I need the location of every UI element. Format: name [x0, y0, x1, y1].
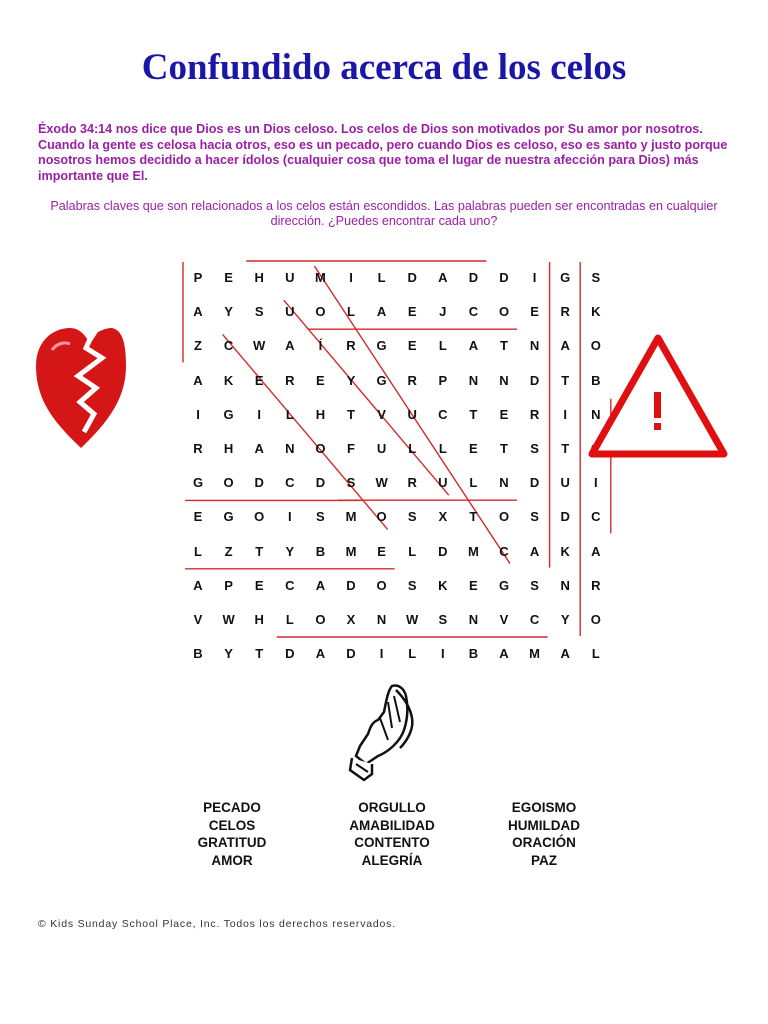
- grid-letter: T: [500, 441, 508, 456]
- grid-letter: I: [287, 509, 292, 525]
- grid-letter: Y: [560, 612, 570, 627]
- grid-letter: D: [468, 270, 479, 285]
- grid-letter: T: [500, 338, 508, 354]
- grid-letter: O: [376, 577, 387, 593]
- grid-letter: S: [254, 304, 264, 320]
- grid-letter: U: [285, 270, 295, 285]
- grid-letter: W: [222, 612, 235, 627]
- grid-letter: O: [315, 612, 326, 627]
- grid-letter: P: [438, 372, 448, 388]
- grid-letter: U: [438, 475, 448, 491]
- grid-letter: Í: [318, 338, 323, 354]
- grid-letter: S: [438, 612, 448, 627]
- word-item: PECADO: [203, 800, 261, 815]
- grid-letter: O: [254, 509, 265, 525]
- grid-letter: E: [224, 270, 233, 285]
- grid-letter: O: [223, 475, 234, 491]
- grid-letter: L: [285, 406, 294, 422]
- grid-letter: T: [255, 543, 264, 559]
- grid-letter: X: [438, 509, 448, 525]
- grid-letter: I: [257, 406, 261, 422]
- word-item: HUMILDAD: [508, 817, 580, 833]
- grid-letter: N: [529, 338, 540, 354]
- grid-letter: S: [530, 509, 539, 525]
- grid-letter: I: [196, 406, 200, 422]
- grid-letter: W: [253, 338, 266, 354]
- grid-letter: V: [193, 612, 203, 627]
- grid-letter: R: [529, 406, 540, 422]
- grid-letter: G: [560, 270, 571, 285]
- grid-letter: A: [193, 577, 203, 593]
- grid-letter: C: [499, 543, 509, 559]
- grid-letter: U: [560, 475, 570, 491]
- grid-letter: C: [529, 612, 540, 627]
- grid-letter: G: [223, 406, 234, 422]
- grid-letter: A: [376, 304, 387, 320]
- grid-letter: E: [254, 372, 264, 388]
- grid-letter: A: [468, 338, 479, 354]
- grid-letter: H: [315, 406, 326, 422]
- word-list-column-3: [484, 799, 604, 869]
- grid-letter: G: [223, 509, 234, 525]
- word-list-column-2: [332, 799, 452, 869]
- grid-letter: L: [408, 441, 417, 456]
- grid-letter: L: [285, 612, 294, 627]
- grid-letter: A: [285, 338, 295, 354]
- grid-letter: L: [347, 304, 355, 320]
- grid-letter: Y: [285, 543, 295, 559]
- grid-letter: D: [407, 270, 417, 285]
- grid-letter: F: [347, 441, 355, 456]
- grid-letter: M: [345, 543, 357, 559]
- grid-letter: A: [591, 543, 601, 559]
- grid-letter: L: [408, 646, 417, 662]
- word-item: CONTENTO: [354, 835, 430, 850]
- grid-letter: A: [193, 372, 203, 388]
- grid-letter: D: [254, 475, 264, 491]
- grid-letter: C: [591, 509, 601, 525]
- grid-letter: D: [285, 646, 295, 662]
- grid-letter: O: [590, 338, 601, 354]
- grid-letter: N: [285, 441, 295, 456]
- grid-letter: T: [469, 509, 478, 525]
- grid-letter: K: [560, 543, 570, 559]
- grid-letter: A: [560, 338, 570, 354]
- grid-letter: D: [315, 475, 326, 491]
- grid-letter: N: [376, 612, 387, 627]
- grid-letter: T: [561, 372, 570, 388]
- grid-letter: Z: [224, 543, 233, 559]
- grid-letter: L: [408, 543, 417, 559]
- broken-heart-icon: [36, 328, 126, 450]
- grid-letter: W: [375, 475, 388, 491]
- grid-letter: G: [192, 475, 204, 491]
- grid-letter: L: [591, 646, 600, 662]
- grid-letter: K: [591, 304, 601, 320]
- grid-letter: Y: [346, 372, 356, 388]
- grid-letter: D: [499, 270, 509, 285]
- grid-letter: U: [376, 441, 387, 456]
- grid-letter: O: [590, 612, 601, 627]
- grid-letter: M: [467, 543, 479, 559]
- grid-letter: N: [468, 612, 479, 627]
- grid-letter: D: [438, 543, 448, 559]
- grid-letter: E: [254, 577, 264, 593]
- grid-letter: G: [498, 577, 510, 593]
- grid-letter: I: [593, 475, 598, 491]
- grid-letter: C: [438, 406, 448, 422]
- grid-letter: U: [285, 304, 295, 320]
- grid-letter: B: [591, 372, 601, 388]
- grid-letter: R: [407, 475, 417, 491]
- grid-letter: O: [315, 304, 326, 320]
- grid-letter: R: [193, 441, 203, 456]
- grid-letter: E: [407, 304, 417, 320]
- grid-letter: R: [560, 304, 570, 320]
- grid-letter: S: [591, 270, 601, 285]
- word-item: ALEGRÍA: [361, 852, 423, 868]
- grid-letter: S: [530, 441, 539, 456]
- grid-letter: L: [438, 441, 447, 456]
- grid-letter: K: [438, 577, 448, 593]
- grid-letter: C: [285, 475, 295, 491]
- grid-letter: I: [532, 270, 537, 285]
- grid-letter: T: [347, 406, 355, 422]
- grid-letter: Y: [224, 304, 233, 320]
- grid-letter: A: [529, 543, 540, 559]
- grid-letter: C: [223, 338, 234, 354]
- grid-letter: R: [285, 372, 295, 388]
- grid-letter: V: [377, 406, 386, 422]
- grid-letter: M: [529, 646, 541, 662]
- grid-letter: S: [407, 577, 417, 593]
- grid-letter: A: [315, 577, 326, 593]
- grid-letter: N: [468, 372, 479, 388]
- grid-letter: Z: [194, 338, 202, 354]
- word-item: PAZ: [531, 852, 557, 868]
- grid-letter: C: [285, 577, 295, 593]
- intro-paragraph: Éxodo 34:14 nos dice que Dios es un Dios celoso. Los celos de Dios son motivados por Su amor por nosotros. Cuando la gente es celosa hacia otros, eso es un pecado, pero cuando Dios es celoso, eso es santo y justo porque nosotros hemos decidido a hacer ídolos (cualquier cosa que toma el lugar de nuestra afección para Dios) más importante que El.: [38, 122, 728, 183]
- praying-hands-icon: [348, 682, 420, 788]
- word-item: AMOR: [211, 852, 253, 868]
- word-item: CELOS: [208, 817, 256, 833]
- word-item: AMABILIDAD: [349, 817, 435, 833]
- grid-letter: D: [529, 372, 540, 388]
- grid-letter: B: [315, 543, 326, 559]
- grid-letter: A: [193, 304, 203, 320]
- grid-letter: O: [498, 304, 510, 320]
- grid-letter: W: [406, 612, 419, 627]
- grid-letter: N: [591, 406, 601, 422]
- grid-letter: A: [560, 646, 570, 662]
- grid-letter: N: [499, 372, 509, 388]
- grid-letter: E: [469, 577, 478, 593]
- grid-letter: B: [193, 646, 203, 662]
- grid-letter: I: [379, 646, 384, 662]
- grid-letter: M: [314, 270, 326, 285]
- grid-letter: U: [407, 406, 417, 422]
- grid-letter: E: [530, 304, 539, 320]
- grid-letter: R: [346, 338, 356, 354]
- grid-letter: S: [530, 577, 539, 593]
- grid-letter: R: [591, 577, 601, 593]
- grid-letter: L: [377, 270, 386, 285]
- copyright-notice: © Kids Sunday School Place, Inc. Todos los derechos reservados.: [38, 918, 396, 930]
- grid-letter: I: [440, 646, 445, 662]
- grid-letter: L: [194, 543, 202, 559]
- grid-letter: M: [345, 509, 357, 525]
- grid-letter: O: [498, 509, 510, 525]
- grid-letter: T: [255, 646, 264, 662]
- grid-letter: B: [468, 646, 479, 662]
- grid-letter: H: [254, 612, 264, 627]
- grid-letter: N: [560, 577, 570, 593]
- grid-letter: E: [193, 509, 203, 525]
- grid-letter: K: [223, 372, 234, 388]
- grid-letter: G: [376, 338, 387, 354]
- grid-letter: A: [499, 646, 509, 662]
- grid-letter: E: [499, 406, 509, 422]
- grid-letter: N: [499, 475, 509, 491]
- grid-letter: L: [438, 338, 447, 354]
- grid-letter: E: [377, 543, 386, 559]
- grid-letter: T: [469, 406, 478, 422]
- grid-letter: D: [529, 475, 540, 491]
- word-item: ORGULLO: [358, 800, 426, 815]
- grid-letter: Y: [224, 646, 233, 662]
- warning-triangle-icon: [588, 330, 730, 458]
- grid-letter: E: [407, 338, 417, 354]
- grid-letter: S: [407, 509, 417, 525]
- grid-letter: I: [563, 406, 567, 422]
- grid-letter: J: [439, 304, 447, 320]
- grid-letter: I: [349, 270, 353, 285]
- grid-letter: S: [346, 475, 356, 491]
- grid-letter: G: [376, 372, 387, 388]
- word-item: GRATITUD: [197, 835, 267, 850]
- word-list-column-1: [172, 799, 292, 869]
- grid-letter: E: [469, 441, 478, 456]
- grid-letter: D: [346, 646, 356, 662]
- grid-letter: P: [193, 270, 203, 285]
- grid-letter: H: [223, 441, 234, 456]
- page-title: Confundido acerca de los celos: [141, 47, 627, 88]
- grid-letter: O: [376, 509, 387, 525]
- grid-letter: H: [254, 270, 264, 285]
- grid-letter: T: [561, 441, 570, 456]
- grid-letter: V: [499, 612, 509, 627]
- grid-letter: E: [316, 372, 325, 388]
- grid-letter: R: [407, 372, 417, 388]
- grid-letter: L: [469, 475, 478, 491]
- grid-letter: O: [315, 441, 326, 456]
- word-item: ORACIÓN: [512, 835, 576, 850]
- grid-letter: S: [316, 509, 325, 525]
- grid-letter: D: [346, 577, 356, 593]
- grid-letter: A: [438, 270, 448, 285]
- instructions: Palabras claves que son relacionados a los celos están escondidos. Las palabras pueden ser encontradas en cualquier dirección. ¿Puedes encontrar cada uno?: [50, 199, 718, 228]
- grid-letter: A: [315, 646, 326, 662]
- grid-letter: C: [468, 304, 479, 320]
- grid-letter: A: [254, 441, 264, 456]
- grid-letter: D: [560, 509, 570, 525]
- grid-letter: P: [224, 577, 233, 593]
- word-item: EGOISMO: [511, 800, 577, 815]
- grid-letter: X: [346, 612, 356, 627]
